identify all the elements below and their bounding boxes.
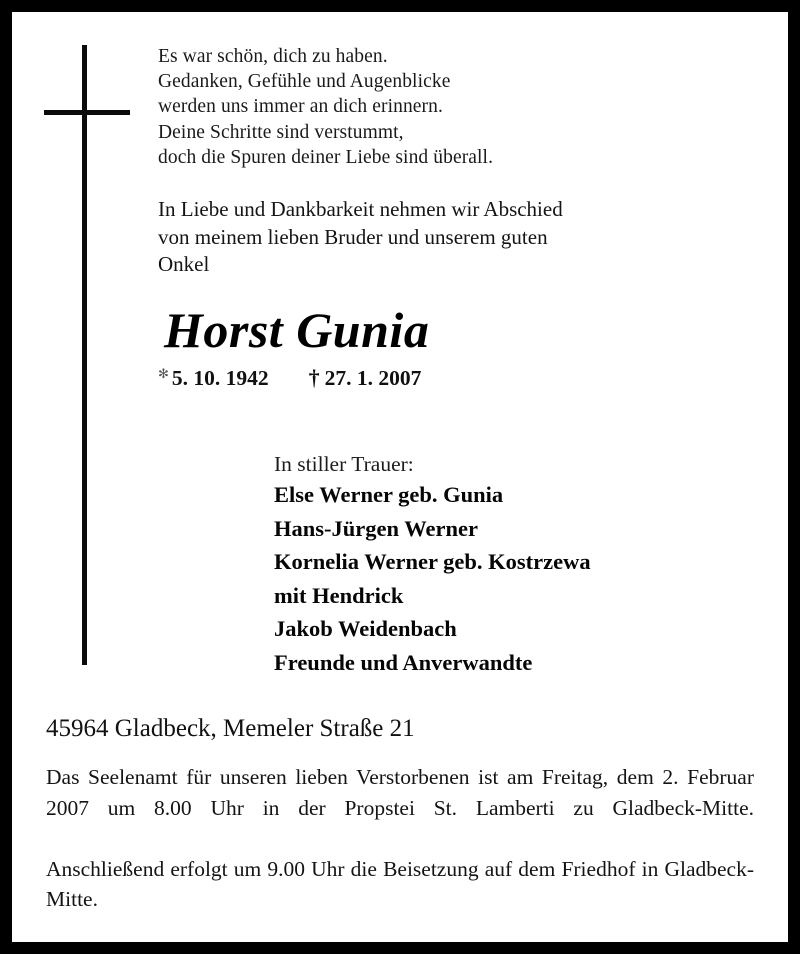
service-paragraph: Anschließend erfolgt um 9.00 Uhr die Beisetzung auf dem Friedhof in Gladbeck-Mitte. [46, 856, 754, 911]
list-item: Hans-Jürgen Werner [274, 515, 478, 541]
list-item: Kornelia Werner geb. Kostrzewa [274, 549, 591, 574]
footer-block [46, 712, 754, 942]
life-dates [158, 361, 738, 391]
death-dagger-icon: † [308, 364, 320, 390]
service-paragraph: Das Seelenamt für unseren lieben Verstorbenen ist am Freitag, dem 2. Februar 2007 um 8.00 Uhr in der Propstei St. Lamberti zu Gladbeck-Mitte. [46, 765, 754, 820]
dedication-line: In Liebe und Dankbarkeit nehmen wir Abschied [158, 197, 563, 222]
poem-line: doch die Spuren deiner Liebe sind überall. [158, 146, 494, 168]
list-item: Else Werner geb. Gunia [274, 482, 504, 507]
mourners-header: In stiller Trauer: [274, 452, 414, 476]
death-date-group [309, 366, 422, 390]
poem-line: Deine Schritte sind verstummt, [158, 121, 404, 143]
notice-inner-panel [12, 12, 788, 942]
cross-vertical-bar [82, 45, 87, 665]
list-item: Jakob Weidenbach [274, 616, 457, 641]
list-item: Freunde und Anverwandte [274, 649, 533, 675]
latin-cross-icon [42, 45, 162, 670]
upper-text-column [158, 44, 738, 391]
dedication-line: von meinem lieben Bruder und unserem guten [158, 224, 548, 249]
list-item: mit Hendrick [274, 582, 404, 608]
address-line: 45964 Gladbeck, Memeler Straße 21 [46, 715, 415, 742]
mourners-block [274, 450, 734, 679]
poem-line: werden uns immer an dich erinnern. [158, 96, 443, 118]
birth-date: 5. 10. 1942 [171, 365, 269, 390]
mourner-list [274, 478, 734, 679]
memorial-poem [158, 44, 738, 170]
dedication-line: Onkel [158, 252, 210, 277]
dedication-text [158, 196, 728, 279]
poem-line: Gedanken, Gefühle und Augenblicke [158, 71, 451, 93]
birth-date-group [158, 366, 269, 390]
poem-line: Es war schön, dich zu haben. [158, 46, 388, 67]
deceased-name: Horst Gunia [164, 301, 430, 358]
service-information [46, 762, 754, 942]
cross-horizontal-bar [44, 110, 130, 115]
birth-star-icon: ✻ [158, 365, 169, 381]
death-date: 27. 1. 2007 [324, 365, 422, 390]
